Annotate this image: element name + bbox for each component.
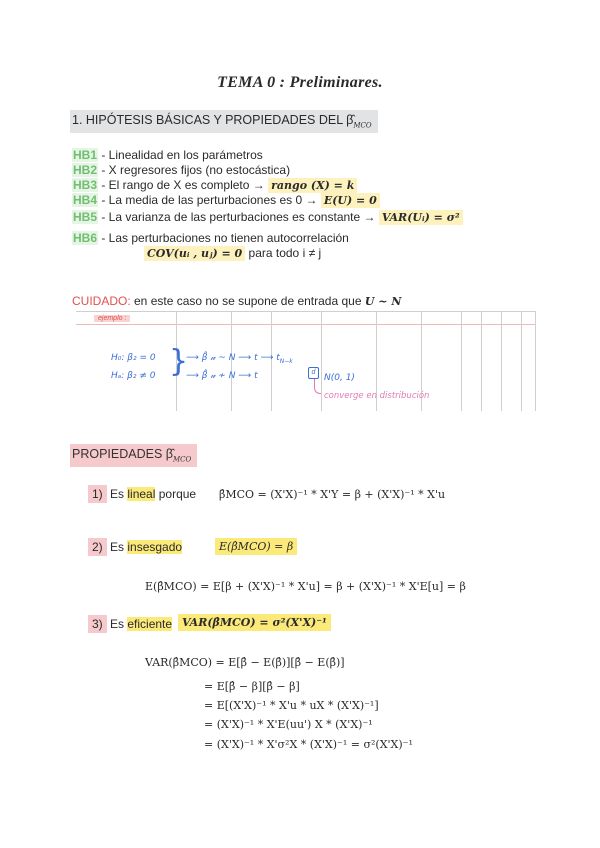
variance-line: = E[(X'X)⁻¹ * X'u * uX * (X'X)⁻¹] <box>204 699 379 712</box>
property-3 <box>88 617 172 631</box>
hb-tag: HB4 <box>73 193 98 207</box>
property-1-equation: β̂MCO = (X'X)⁻¹ * X'Y = β + (X'X)⁻¹ * X'u <box>219 488 446 501</box>
property-number: 2) <box>88 538 107 556</box>
section-heading-hypotheses <box>70 110 378 133</box>
section-heading-sub: MCO <box>172 455 192 464</box>
grid-line <box>321 311 322 411</box>
hb-text: - Las perturbaciones no tienen autocorrelación <box>98 231 349 245</box>
grid-line <box>535 311 536 411</box>
example-row1-sub: N−k <box>279 357 293 365</box>
section-heading-text: PROPIEDADES β̂ <box>72 447 173 461</box>
property-pre: Es <box>110 540 128 554</box>
hb-tag: HB6 <box>73 231 98 245</box>
hb-tag: HB1 <box>73 148 98 162</box>
property-post: porque <box>155 487 197 501</box>
grid-line <box>76 311 536 312</box>
hb-math: rango (X) = k <box>268 178 357 193</box>
hb6-text: para todo i ≠ j <box>245 246 322 260</box>
cuidado-note <box>72 294 401 308</box>
hb-text: - El rango de X es completo → <box>98 178 269 192</box>
example-row1-text: ⟶ β̂ 𝓊 ~ N ⟶ t ⟶ t <box>186 353 280 363</box>
property-2-highlight: E(β̂MCO) = β <box>215 538 297 555</box>
hb-text: - La media de las perturbaciones es 0 → <box>98 193 321 207</box>
property-word: insesgado <box>127 540 183 554</box>
hb-tag: HB2 <box>73 163 98 177</box>
property-word: lineal <box>127 487 156 501</box>
property-pre: Es <box>110 487 128 501</box>
hypothesis-hb5 <box>72 210 463 225</box>
example-row2-note: N(0, 1) <box>324 373 355 383</box>
hypothesis-hb6-detail <box>144 246 321 261</box>
property-number: 3) <box>88 615 107 633</box>
property-word: eficiente <box>127 617 173 631</box>
hypothesis-hb6 <box>72 231 349 245</box>
variance-line: VAR(β̂MCO) = E[β̂ − E(β̂)][β̂ − E(β̂)] <box>145 656 345 669</box>
hypothesis-hb3 <box>72 178 357 193</box>
hypothesis-hb1 <box>72 148 263 162</box>
hypothesis-hb2 <box>72 163 290 177</box>
hb-text: - La varianza de las perturbaciones es constante → <box>98 210 379 224</box>
grid-line <box>76 324 536 325</box>
example-row2: ⟶ β̂ 𝓊 ≁ N ⟶ t <box>186 371 258 381</box>
property-3-highlight: VAR(β̂MCO) = σ²(X'X)⁻¹ <box>178 614 331 631</box>
hb-math: E(U) = 0 <box>321 193 380 208</box>
hb-tag: HB5 <box>73 210 98 224</box>
cuidado-text: en este caso no se supone de entrada que <box>130 294 365 308</box>
variance-line: = E[β̂ − β][β̂ − β] <box>204 680 300 693</box>
converge-arrow-icon <box>314 379 321 394</box>
example-row1 <box>186 353 293 365</box>
property-2-equation: E(β̂MCO) = E[β + (X'X)⁻¹ * X'u] = β + (X'X)⁻¹ * X'E[u] = β <box>145 580 466 593</box>
grid-line <box>481 311 482 411</box>
hb-text: - X regresores fijos (no estocástica) <box>98 163 291 177</box>
page-title: TEMA 0 : Preliminares. <box>217 74 383 91</box>
example-converge: converge en distribución <box>324 391 430 401</box>
hb-tag: HB3 <box>73 178 98 192</box>
hypothesis-hb4 <box>72 193 380 208</box>
property-1 <box>88 487 196 501</box>
hb-math: VAR(Uᵢ) = σ² <box>379 210 463 225</box>
example-box <box>76 311 536 411</box>
section-heading-sub: MCO <box>353 121 372 130</box>
example-row2-d: d <box>308 367 319 379</box>
hb6-math: COV(uᵢ , uⱼ) = 0 <box>144 246 245 261</box>
section-heading-properties <box>70 444 197 467</box>
cuidado-label: CUIDADO: <box>72 294 131 308</box>
property-2 <box>88 540 182 554</box>
brace-icon: } <box>169 344 189 379</box>
hb-text: - Linealidad en los parámetros <box>98 148 263 162</box>
variance-line: = (X'X)⁻¹ * X'σ²X * (X'X)⁻¹ = σ²(X'X)⁻¹ <box>204 738 413 751</box>
variance-line: = (X'X)⁻¹ * X'E(uu') X * (X'X)⁻¹ <box>204 718 373 731</box>
property-pre: Es <box>110 617 128 631</box>
example-h0: H₀: β₂ = 0 <box>111 353 156 363</box>
section-heading-text: 1. HIPÓTESIS BÁSICAS Y PROPIEDADES DEL β̂ <box>72 113 354 127</box>
cuidado-math: U ~ N <box>364 295 402 308</box>
grid-line <box>501 311 502 411</box>
example-ha: Hₐ: β₂ ≠ 0 <box>111 371 156 381</box>
grid-line <box>461 311 462 411</box>
example-tag: ejemplo : <box>94 315 130 322</box>
grid-line <box>521 311 522 411</box>
property-number: 1) <box>88 485 107 503</box>
